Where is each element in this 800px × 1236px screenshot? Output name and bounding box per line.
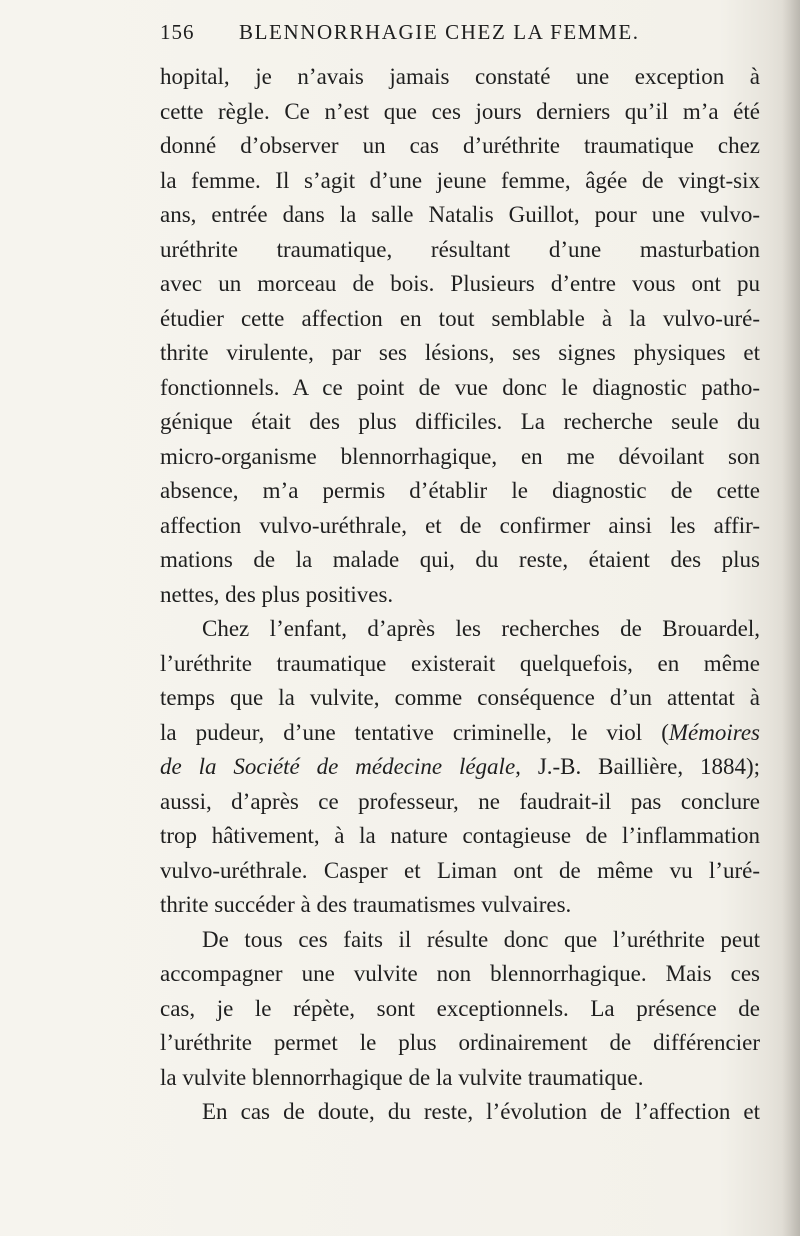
text-line: affection vulvo-uréthrale, et de confirmer ainsi les affir- <box>160 512 760 538</box>
page-edge-shadow <box>782 0 800 1236</box>
page-header <box>160 20 760 50</box>
text-line: ans, entrée dans la salle Natalis Guillot, pour une vulvo- <box>160 202 760 227</box>
running-title: BLENNORRHAGIE CHEZ LA FEMME. <box>239 20 640 44</box>
text-line: l’uréthrite permet le plus ordinairement de différencier <box>160 1030 760 1055</box>
citation-title-part: Mémoires <box>668 719 760 745</box>
text-segment: la pudeur, d’une tentative criminelle, le viol <box>160 719 643 745</box>
text-line: cette règle. Ce n’est que ces jours derniers qu’il m’a été <box>160 98 760 124</box>
text-line: vulvo-uréthrale. Casper et Liman ont de même vu l’uré- <box>160 857 760 883</box>
text-line: aussi, d’après ce professeur, ne faudrait-il pas conclure <box>160 788 760 814</box>
text-line-with-citation: la pudeur, d’une tentative criminelle, le viol (Mémoires <box>160 719 760 745</box>
paragraph-start-line: Chez l’enfant, d’après les recherches de Brouardel, <box>202 616 760 641</box>
text-line: cas, je le répète, sont exceptionnels. La présence de <box>160 995 760 1021</box>
text-line-with-citation <box>160 750 760 785</box>
paragraph-start-line: De tous ces faits il résulte donc que l’uréthrite peut <box>202 926 760 952</box>
citation-publisher: J.-B. Baillière, 1884); <box>537 754 760 779</box>
text-line: trop hâtivement, à la nature contagieuse de l’inflammation <box>160 823 760 848</box>
text-line: la femme. Il s’agit d’une jeune femme, âgée de vingt-six <box>160 167 760 193</box>
page-number: 156 <box>160 20 195 44</box>
text-line: donné d’observer un cas d’uréthrite traumatique chez <box>160 133 760 158</box>
text-line: thrite succéder à des traumatismes vulvaires. <box>160 892 572 917</box>
text-line: la vulvite blennorrhagique de la vulvite traumatique. <box>160 1064 644 1090</box>
text-line: thrite virulente, par ses lésions, ses signes physiques et <box>160 340 760 365</box>
body-text <box>160 60 760 1130</box>
text-line: avec un morceau de bois. Plusieurs d’entre vous ont pu <box>160 271 760 296</box>
text-line: accompagner une vulvite non blennorrhagique. Mais ces <box>160 961 760 986</box>
text-line: temps que la vulvite, comme conséquence d’un attentat à <box>160 685 760 710</box>
text-line: absence, m’a permis d’établir le diagnostic de cette <box>160 478 760 503</box>
text-line: mations de la malade qui, du reste, étaient des plus <box>160 547 760 572</box>
text-line: hopital, je n’avais jamais constaté une exception à <box>160 64 760 89</box>
text-line: fonctionnels. A ce point de vue donc le diagnostic patho- <box>160 374 760 400</box>
text-line: l’uréthrite traumatique existerait quelquefois, en même <box>160 650 760 676</box>
paragraph-start-line: En cas de doute, du reste, l’évolution de l’affection et <box>202 1099 760 1124</box>
text-line: étudier cette affection en tout semblable à la vulvo-uré- <box>160 305 760 331</box>
citation-title-part: de la Société de médecine légale, <box>160 754 521 779</box>
text-line: génique était des plus difficiles. La recherche seule du <box>160 409 760 434</box>
text-line: nettes, des plus positives. <box>160 581 394 607</box>
text-line: micro-organisme blennorrhagique, en me dévoilant son <box>160 443 760 469</box>
text-line: uréthrite traumatique, résultant d’une masturbation <box>160 236 760 262</box>
